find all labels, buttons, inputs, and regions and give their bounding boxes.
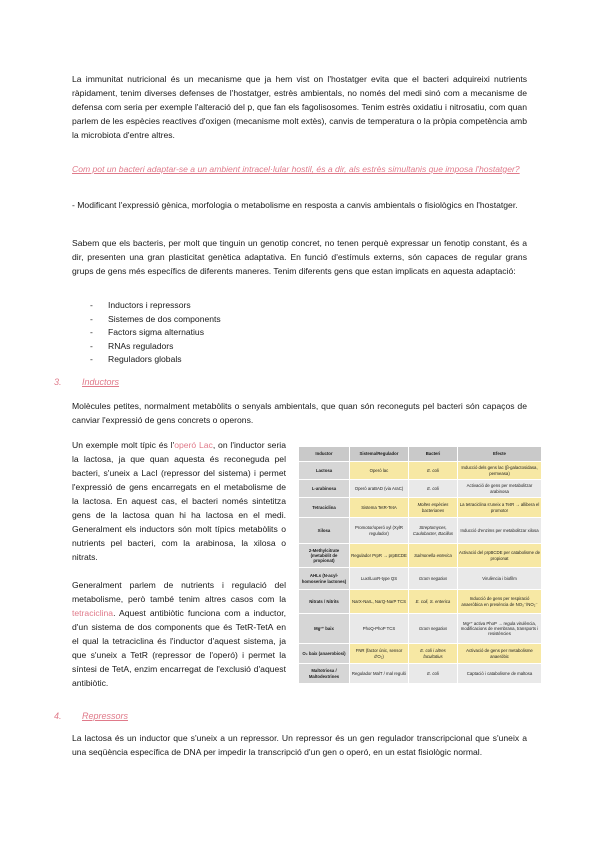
adaptation-list bbox=[90, 299, 390, 367]
list-item: - Reguladors globals bbox=[90, 353, 390, 367]
section-number: 4. bbox=[54, 711, 62, 721]
table-header-row bbox=[299, 447, 542, 462]
paragraph-operon-lac bbox=[72, 438, 286, 564]
table-cell: Maltotriosa / Maltodextrines bbox=[299, 664, 350, 684]
table-cell: Lactosa bbox=[299, 462, 350, 480]
table-cell: FNR (factor únic, sensor d'O₂) bbox=[350, 644, 409, 664]
table-cell: E. coli i altres facultatius bbox=[409, 644, 458, 664]
table-row bbox=[299, 498, 542, 518]
table-row bbox=[299, 644, 542, 664]
table-cell: Regulador PrpR → prpBCDE bbox=[350, 544, 409, 568]
table-cell: AHLs (N-acyl-homoserine lactones) bbox=[299, 568, 350, 590]
section-heading-repressors bbox=[54, 711, 128, 721]
table-cell: 2-Methylcitrate (metabòlit de propionat) bbox=[299, 544, 350, 568]
list-item: - RNAs reguladors bbox=[90, 340, 390, 354]
paragraph-plasticitat: Sabem que els bacteris, per molt que tinguin un genotip concret, no tenen perquè expressar un fenotip constant, és a dir, presenten una gran plasticitat genètica adaptativa. En funció d'estímuls externs, són capaces de regular grans grups de gens més específics de diferents maneres. Tenim diferents gens que estan implicats en aquesta adaptació: bbox=[72, 238, 527, 276]
table-cell: Gram negatius bbox=[409, 614, 458, 644]
paragraph-tetraciclina bbox=[72, 578, 286, 690]
table-cell: NarX-NarL, NarQ-NarP TCS bbox=[350, 590, 409, 614]
table-cell: E. coli, S. enterica bbox=[409, 590, 458, 614]
section-heading-inductors bbox=[54, 377, 119, 387]
table-row bbox=[299, 568, 542, 590]
table-row bbox=[299, 518, 542, 544]
table-cell: Sistema TetR-TetA bbox=[350, 498, 409, 518]
paragraph-repressors: La lactosa és un inductor que s'uneix a un repressor. Un repressor és un gen regulador transcripcional que s'uneix a una seqüència específica de DNA per impedir la transcripció d'un gen o operó, en un estat fisiològic normal. bbox=[72, 733, 527, 757]
table-cell: Operó lac bbox=[350, 462, 409, 480]
table-cell: E. coli bbox=[409, 462, 458, 480]
table-cell: Streptomyces, Caulobacter, Bacillus bbox=[409, 518, 458, 544]
list-item: - Inductors i repressors bbox=[90, 299, 390, 313]
answer-text: - Modificant l'expressió gènica, morfologia o metabolisme en resposta a canvis ambientals o fisiològics en l'hostatger. bbox=[72, 200, 518, 210]
table-header: Inductor bbox=[299, 447, 350, 462]
text-segment: Un exemple molt típic és l' bbox=[72, 440, 175, 450]
table-row bbox=[299, 462, 542, 480]
table-header: Bacteri bbox=[409, 447, 458, 462]
inductors-table bbox=[298, 446, 542, 684]
table-cell: Mg²⁺ activa PhoP → regula virulència, modificacions de membrana, transports i resistències bbox=[458, 614, 542, 644]
list-item: - Sistemes de dos components bbox=[90, 313, 390, 327]
table-row bbox=[299, 480, 542, 498]
tetraciclina-link[interactable]: tetraciclina bbox=[72, 608, 114, 618]
table-cell: Tetraciclina bbox=[299, 498, 350, 518]
table-cell: Regulador MalT / mal reguló bbox=[350, 664, 409, 684]
text-segment: Generalment parlem de nutrients i regulació del metabolisme, però també tenim altres casos com la bbox=[72, 580, 286, 604]
table-cell: Promotor/operó xyl (XylR regulador) bbox=[350, 518, 409, 544]
table-cell: Inducció d'enzims per metabolitzar xilosa bbox=[458, 518, 542, 544]
table-cell: PhoQ-PhoP TCS bbox=[350, 614, 409, 644]
table-cell: Nitrats / Nitrits bbox=[299, 590, 350, 614]
table-cell: O₂ baix (anaerobiosi) bbox=[299, 644, 350, 664]
table-row bbox=[299, 544, 542, 568]
table-cell: Captació i catabolisme de maltosa bbox=[458, 664, 542, 684]
table-cell: Mg²⁺ baix bbox=[299, 614, 350, 644]
table-cell: Activació de gens per metabolitzar arabinosa bbox=[458, 480, 542, 498]
table-cell: Inducció dels gens lac (β-galactosidasa, permeasa) bbox=[458, 462, 542, 480]
list-item: - Factors sigma alternatius bbox=[90, 326, 390, 340]
table-cell: Inducció de gens per respiració anaeròbica en presència de NO₃⁻/NO₂⁻ bbox=[458, 590, 542, 614]
table-cell: E. coli bbox=[409, 480, 458, 498]
table-cell: Gram negatius bbox=[409, 568, 458, 590]
table-cell: E. coli bbox=[409, 664, 458, 684]
table-cell: Activació de gens per metabolisme anaeròbic bbox=[458, 644, 542, 664]
table-row bbox=[299, 590, 542, 614]
section-title: Repressors bbox=[82, 711, 129, 721]
section-title: Inductors bbox=[82, 377, 120, 387]
table-cell: La tetraciclina s'uneix a TetR → allibera el promotor bbox=[458, 498, 542, 518]
table-row bbox=[299, 664, 542, 684]
table-cell: L-arabinosa bbox=[299, 480, 350, 498]
table-cell: Xilosa bbox=[299, 518, 350, 544]
section-number: 3. bbox=[54, 377, 62, 387]
table-cell: Operó araBAD (via AraC) bbox=[350, 480, 409, 498]
table-row bbox=[299, 614, 542, 644]
operon-lac-link[interactable]: operó Lac bbox=[174, 440, 213, 450]
table-header: Efecte bbox=[458, 447, 542, 462]
table-cell: Virulència i biofilm bbox=[458, 568, 542, 590]
question-text: Com pot un bacteri adaptar-se a un ambient intracel·lular hostil, és a dir, als estrès simultanis que imposa l'hostatger? bbox=[72, 164, 520, 174]
table-cell: Moltes espècies bacterianes bbox=[409, 498, 458, 518]
table-cell: Activació del prpBCDE per catabolisme de propionat bbox=[458, 544, 542, 568]
paragraph-immunitat: La immunitat nutricional és un mecanisme que ja hem vist on l'hostatger evita que el bacteri adquireixi nutrients ràpidament, tenim diverses defenses de l'hostatger, estrès ambientals, no només del medi sinó com a mecanisme de defensa com seria per exemple l'alteració del p, que fan els fagolisosomes. Tenim estrès oxidatiu i nitrosatiu, com quan parlem de les espècies reactives d'oxigen (mecanisme molt extès), canvis de temperatura o la pròpia competència amb la microbiota d'entre altres. bbox=[72, 74, 527, 140]
table-cell: LuxI/LuxR-type QS bbox=[350, 568, 409, 590]
text-segment: , on l'inductor seria la lactosa, ja que quan aquesta és reconeguda pel bacteri, s'uneix a LacI (repressor del sistema) i permet l'expressió de gens encarregats en el metabolisme de la lactosa. En aquest cas, el bacteri només sintetitza gens de la lactosa quan hi ha lactosa en el medi. Generalment els inductors són molt típics metabòlits o nutrients pel bacteri, com la arabinosa, la xilosa o nitrats. bbox=[72, 440, 286, 562]
table-cell: Salmonella enterica bbox=[409, 544, 458, 568]
text-segment: . Aquest antibiòtic funciona com a inductor, d'un sistema de dos components que és TetR-TetA en el qual la tetraciclina és l'inductor d'aquest sistema, ja que s'uneix a TetR (repressor de l'operó) i permet la síntesi de TetA, enzim encarregat de l'exclusió d'aquest antibiòtic. bbox=[72, 608, 286, 688]
paragraph-molecules: Molècules petites, normalment metabòlits o senyals ambientals, que quan són reconeguts pel bacteri són capaços de canviar l'expressió de gens concrets o operons. bbox=[72, 401, 527, 425]
table-header: Sistema/Regulador bbox=[350, 447, 409, 462]
